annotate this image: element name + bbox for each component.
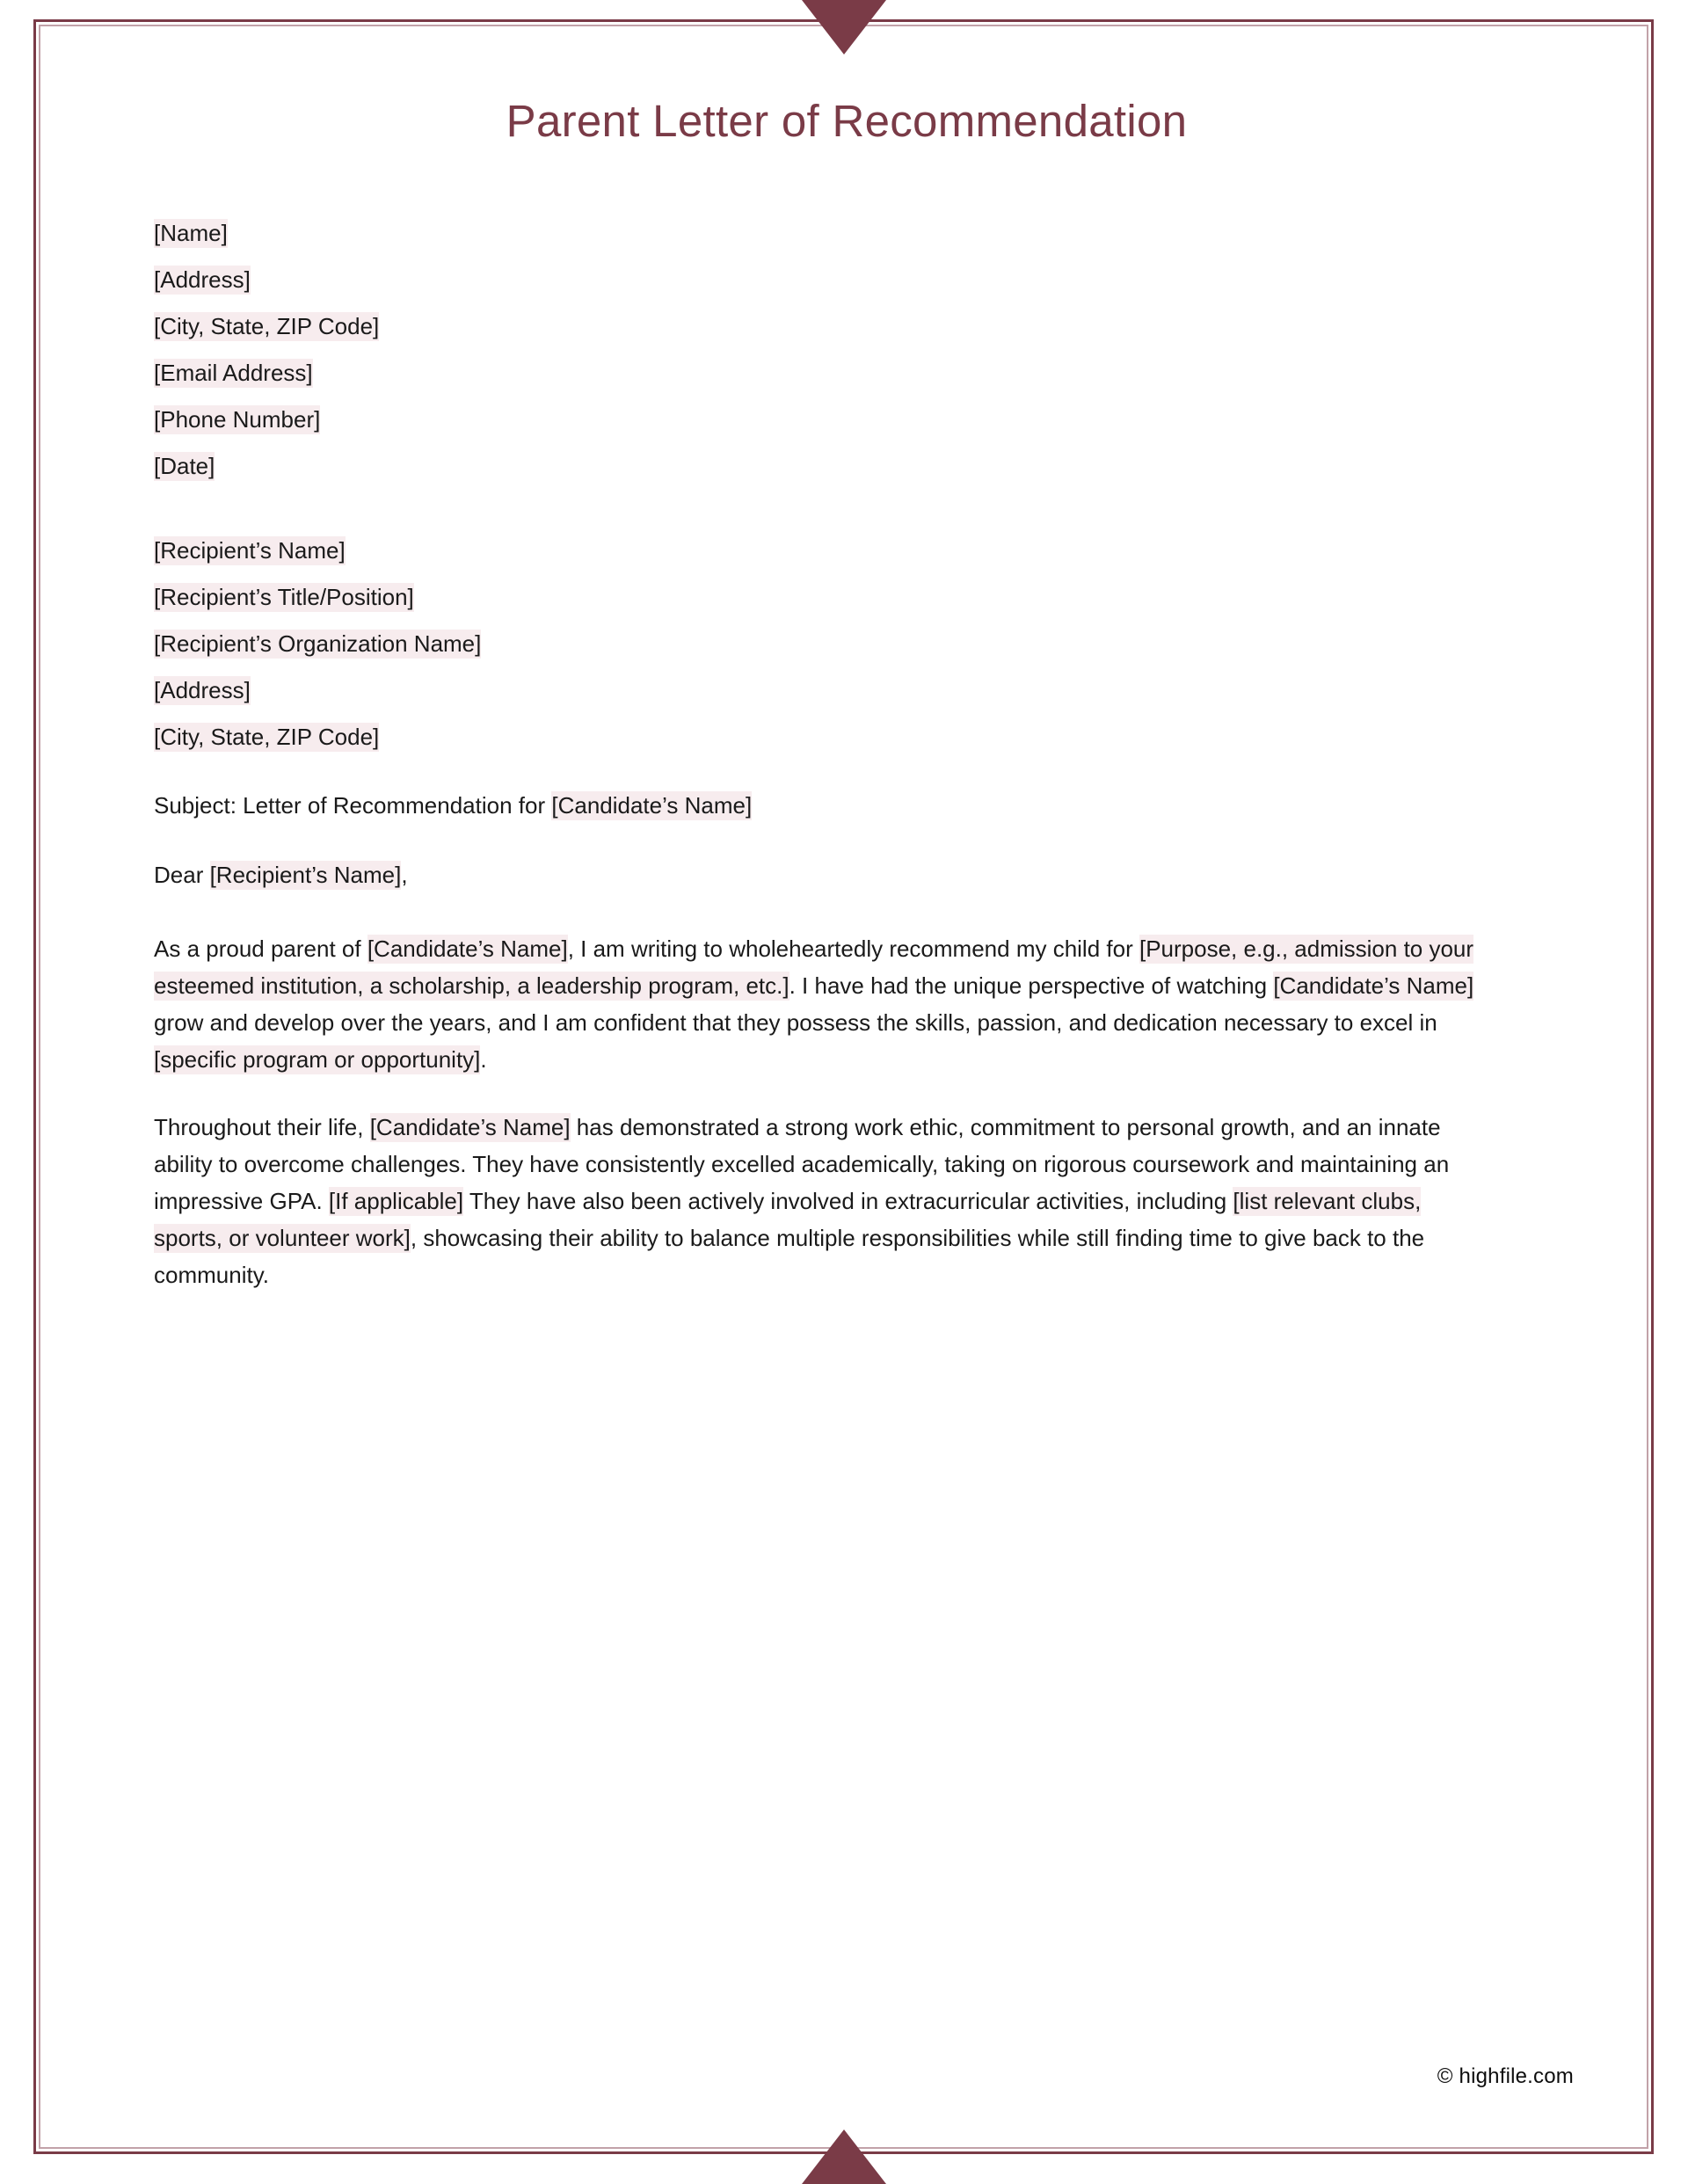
p1-candidate-placeholder-2: [Candidate’s Name] [1273, 972, 1474, 1000]
p1-program-placeholder: [specific program or opportunity] [154, 1046, 481, 1074]
recipient-address-block [154, 537, 1539, 751]
recipient-title-line [154, 584, 1539, 611]
sender-city-line [154, 315, 1539, 338]
recipient-address-line [154, 679, 1539, 702]
salutation-suffix: , [401, 862, 408, 889]
recipient-city-placeholder: [City, State, ZIP Code] [154, 724, 380, 751]
sender-name-line [154, 220, 1539, 247]
document-content [33, 19, 1654, 2154]
body-paragraph-1 [154, 930, 1490, 1078]
p2-candidate-placeholder: [Candidate’s Name] [369, 1113, 571, 1140]
subject-prefix: Subject: Letter of Recommendation for [154, 792, 552, 819]
p2-activities-placeholder: [list relevant clubs, sports, or volunteer work] [154, 1187, 1422, 1251]
recipient-city-line [154, 724, 1539, 751]
footer-copyright: © highfile.com [1437, 2064, 1574, 2088]
body-paragraph-2 [154, 1109, 1490, 1294]
p1-purpose-placeholder: [Purpose, e.g., admission to your esteemed institution, a scholarship, a leadership program, etc.] [154, 935, 1474, 1000]
subject-candidate-placeholder: [Candidate’s Name] [551, 792, 753, 819]
sender-email-placeholder: [Email Address] [154, 360, 313, 387]
salutation-prefix: Dear [154, 862, 210, 889]
recipient-name-placeholder: [Recipient’s Name] [154, 537, 346, 564]
p2-text-3: They have also been actively involved in extracurricular activities, including [463, 1187, 1233, 1214]
sender-address-line [154, 266, 1539, 294]
recipient-name-line [154, 539, 1539, 562]
sender-city-placeholder: [City, State, ZIP Code] [154, 313, 380, 340]
p1-text-3: . I have had the unique perspective of watching [789, 972, 1274, 1000]
page-title: Parent Letter of Recommendation [506, 96, 1188, 146]
p2-if-applicable-placeholder: [If applicable] [328, 1187, 464, 1214]
sender-phone-placeholder: [Phone Number] [154, 406, 321, 433]
salutation-recipient-placeholder: [Recipient’s Name] [209, 862, 402, 889]
triangle-down-icon [802, 0, 886, 55]
recipient-organization-placeholder: [Recipient’s Organization Name] [154, 630, 482, 658]
p1-text-5: . [480, 1046, 487, 1074]
p1-candidate-placeholder-1: [Candidate’s Name] [367, 935, 568, 963]
sender-address-placeholder: [Address] [154, 266, 251, 294]
recipient-address-placeholder: [Address] [154, 677, 251, 704]
sender-name-placeholder: [Name] [154, 220, 228, 247]
recipient-organization-line [154, 630, 1539, 658]
triangle-up-icon [802, 2129, 886, 2184]
sender-email-line [154, 360, 1539, 387]
salutation-line [154, 862, 1539, 889]
subject-line [154, 794, 1539, 817]
sender-phone-line [154, 408, 1539, 431]
p1-text-4: grow and develop over the years, and I am confident that they possess the skills, passion, and dedication necessary to excel in [154, 1009, 1437, 1037]
sender-address-block [154, 220, 1539, 480]
sender-date-line [154, 453, 1539, 480]
p1-text-2: , I am writing to wholeheartedly recommend my child for [567, 935, 1139, 963]
recipient-title-placeholder: [Recipient’s Title/Position] [154, 584, 414, 611]
p2-text-1: Throughout their life, [154, 1113, 370, 1140]
p1-text-1: As a proud parent of [154, 935, 367, 963]
p2-text-2: has demonstrated a strong work ethic, commitment to personal growth, and an innate ability to overcome challenges. They have consistently excelled academically, taking on rigorous coursework and maintaining an impressive GPA. [154, 1113, 1450, 1214]
sender-date-placeholder: [Date] [154, 453, 215, 480]
p2-text-4: , showcasing their ability to balance multiple responsibilities while still finding time to give back to the community. [154, 1224, 1425, 1288]
